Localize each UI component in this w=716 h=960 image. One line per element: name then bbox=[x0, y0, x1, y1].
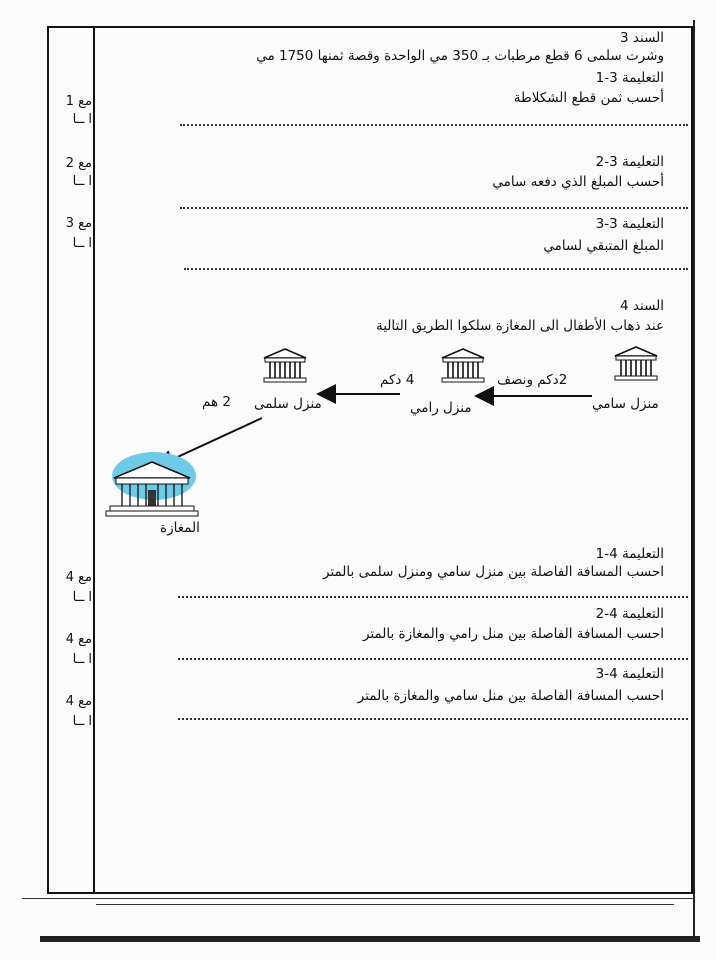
house-sami-icon bbox=[613, 346, 659, 382]
label-house-sami: منزل سامي bbox=[592, 396, 659, 412]
instruction-3-3-title: التعليمة 3-3 bbox=[595, 216, 664, 232]
score-box-3-1: ا ــا bbox=[72, 112, 92, 127]
distance-salma-store: 2 هم bbox=[202, 394, 231, 410]
instruction-3-3-text: المبلغ المتبقي لسامي bbox=[543, 238, 664, 254]
score-4-1: مع 4 bbox=[65, 570, 92, 585]
distance-sami-rami: 2دكم ونصف bbox=[497, 372, 568, 388]
instruction-3-2-text: أحسب المبلغ الذي دفعه سامي bbox=[492, 174, 664, 190]
label-house-rami: منزل رامي bbox=[410, 400, 472, 416]
score-box-4-1: ا ــا bbox=[72, 590, 92, 605]
score-3-2: مع 2 bbox=[65, 156, 92, 171]
instruction-3-1-title: التعليمة 3-1 bbox=[595, 70, 664, 86]
instruction-4-3-title: التعليمة 4-3 bbox=[595, 666, 664, 682]
score-box-4-3: ا ــا bbox=[72, 714, 92, 729]
answer-line-4-2[interactable] bbox=[178, 658, 688, 660]
instruction-4-1-text: احسب المسافة الفاصلة بين منزل سامي ومنزل سلمى بالمتر bbox=[322, 564, 664, 580]
label-house-salma: منزل سلمى bbox=[254, 396, 322, 412]
instruction-4-1-title: التعليمة 4-1 bbox=[595, 546, 664, 562]
label-store: المغازة bbox=[160, 520, 200, 536]
score-3-3: مع 3 bbox=[65, 216, 92, 231]
instruction-4-2-text: احسب المسافة الفاصلة بين منل رامي والمغازة بالمتر bbox=[362, 626, 664, 642]
answer-line-4-1[interactable] bbox=[178, 596, 688, 598]
section4-title: السند 4 bbox=[620, 298, 664, 314]
score-3-1: مع 1 bbox=[65, 94, 92, 109]
section3-text: وشرت سلمى 6 قطع مرطبات بـ 350 مي الواحدة وقصة ثمنها 1750 مي bbox=[256, 48, 664, 64]
score-box-4-2: ا ــا bbox=[72, 652, 92, 667]
answer-line-4-3[interactable] bbox=[178, 718, 688, 720]
house-rami-icon bbox=[440, 348, 486, 384]
section3-title: السند 3 bbox=[620, 30, 664, 46]
score-4-2: مع 4 bbox=[65, 632, 92, 647]
score-box-3-3: ا ــا bbox=[72, 236, 92, 251]
instruction-4-2-title: التعليمة 4-2 bbox=[595, 606, 664, 622]
score-4-3: مع 4 bbox=[65, 694, 92, 709]
instruction-4-3-text: احسب المسافة الفاصلة بين منل سامي والمغازة بالمتر bbox=[357, 688, 664, 704]
store-building-icon bbox=[104, 450, 200, 520]
section4-text: عند ذهاب الأطفال الى المغازة سلكوا الطريق التالية bbox=[376, 318, 664, 334]
score-box-3-2: ا ــا bbox=[72, 174, 92, 189]
house-salma-icon bbox=[262, 348, 308, 384]
instruction-3-2-title: التعليمة 3-2 bbox=[595, 154, 664, 170]
instruction-3-1-text: أحسب ثمن قطع الشكلاطة bbox=[513, 90, 664, 106]
distance-rami-salma: 4 دكم bbox=[380, 372, 415, 388]
